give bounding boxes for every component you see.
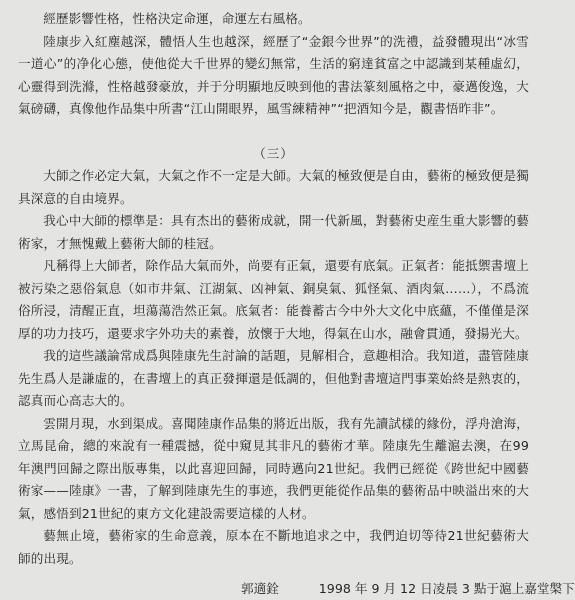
paragraph-4: 我心中大師的標準是：具有杰出的藝術成就，開一代新風，對藝術史産生重大影響的藝術家，才無愧戴上藝術大師的桂冠。 [18,213,529,251]
paragraph-8: 藝無止境，藝術家的生命意義，原本在不斷地追求之中，我們迫切等待21世紀藝術大師的出現。 [18,528,529,566]
paragraph-3: 大師之作必定大氣，大氣之作不一定是大師。大氣的極致便是自由，藝術的極致便是獨具深意的自由境界。 [18,168,529,206]
author-name: 郭適銓 [241,581,279,596]
section-spacer [18,121,529,143]
paragraph-7: 雲開月現，水到渠成。喜聞陸康作品集的將近出版，我有先讀試樣的緣份，浮舟滄海，立馬昆侖，總的來說有一種震撼，從中窺見其非凡的藝術才華。陸康先生離滬去澳，在99年澳門回歸之際出版專集，以此喜迎回歸，同時邁向21世紀。我們已經從《跨世紀中國藝術家——陸康》一書，了解到陸康先生的事迹，我們更能從作品集的藝術品中映溢出來的大氣，感悟到21世紀的東方文化建設需要這樣的人材。 [18,415,529,521]
paragraph-5: 凡稱得上大師者，除作品大氣而外，尚要有正氣，還要有底氣。正氣者：能抵禦書壇上被污染之惡俗氣息（如市井氣、江湖氣、凶神氣、銅臭氣、狐怪氣、酒肉氣……），不爲流俗所浸，清醒正直，坦蕩蕩浩然正氣。底氣者：能養蓄古今中外大文化中底蘊，不僅僅是深厚的功力技巧，還要求字外功夫的素養，放懷于大地，得氣在山水，融會貫通，發揚光大。 [18,258,529,341]
signature-date: 1998 年 9 月 12 日凌晨 3 點于滬上嘉堂槃下 [318,581,575,596]
paragraph-6: 我的這些議論常成爲與陸康先生討論的話題，見解相合，意趣相洽。我知道，盡管陸康先生爲人是謙虛的，在書壇上的真正發揮還是低調的，但他對書壇這門事業始終是熱衷的，認真而心高志大的。 [18,348,529,408]
paragraph-1: 經歷影響性格，性格決定命運，命運左右風格。 [43,11,311,26]
section-title: （三） [253,145,294,161]
signature-line [18,578,575,600]
paragraph-2: 陸康步入紅塵越深，體悟人生也越深，經歷了“金銀今世界”的洗禮，益發體現出“冰雪一道心”的净化心態，使他從大千世界的變幻無常，生活的窮達貧富之中認識到某種虛幻，心靈得到洗滌，性格越發豪放，并于分明顯地反映到他的書法篆刻風格之中，豪邁俊逸，大氣磅礴，真像他作品集中所書“江山開眼界，風雪練精神”“把酒知今是，觀書悟昨非”。 [18,33,529,116]
